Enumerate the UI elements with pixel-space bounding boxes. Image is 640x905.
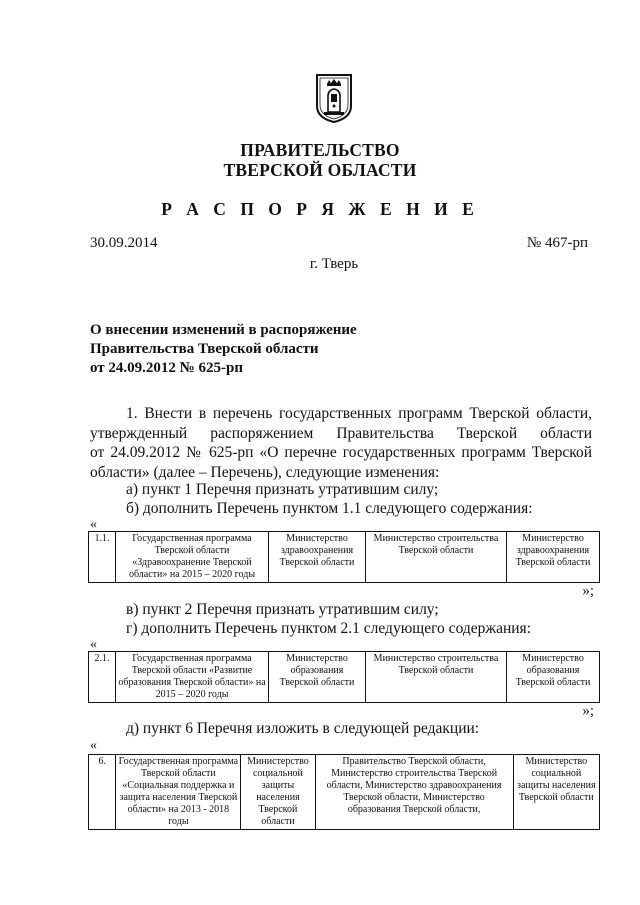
table-cell-administrator: Министерство социальной защиты населения Тверской области <box>513 755 599 830</box>
document-subject <box>90 321 357 378</box>
table-cell-number: 2.1. <box>89 652 116 703</box>
quote-open: « <box>90 637 97 652</box>
quote-close: »; <box>582 703 594 719</box>
table-cell-program: Государственная программа Тверской области «Развитие образования Тверской области» на 2015 – 2020 годы <box>116 652 269 703</box>
paragraph-1 <box>90 404 592 482</box>
table-cell-responsible: Министерство социальной защиты населения Тверской области <box>241 755 315 830</box>
table-cell-administrator: Министерство образования Тверской области <box>507 652 600 703</box>
paragraph-line: от 24.09.2012 № 625-рп «О перечне государственных программ Тверской <box>90 444 592 461</box>
table-cell-number: 6. <box>89 755 116 830</box>
subject-line: О внесении изменений в распоряжение <box>90 322 357 338</box>
item-b: б) дополнить Перечень пунктом 1.1 следующего содержания: <box>126 500 533 517</box>
org-title-line1: ПРАВИТЕЛЬСТВО <box>240 140 400 160</box>
table-row <box>89 532 600 583</box>
table-item-6 <box>88 754 600 830</box>
document-type: Р А С П О Р Я Ж Е Н И Е <box>161 199 479 219</box>
table-cell-number: 1.1. <box>89 532 116 583</box>
document-city: г. Тверь <box>309 256 359 272</box>
coat-of-arms-icon <box>314 72 354 124</box>
quote-open: « <box>90 738 97 753</box>
table-cell-coexecutor: Министерство строительства Тверской области <box>366 532 507 583</box>
table-row <box>89 755 600 830</box>
table-item-1-1 <box>88 531 600 583</box>
document-number: № 467-рп <box>526 235 588 251</box>
item-d: д) пункт 6 Перечня изложить в следующей редакции: <box>126 720 480 737</box>
subject-line: Правительства Тверской области <box>90 341 319 357</box>
item-g: г) дополнить Перечень пунктом 2.1 следующего содержания: <box>126 620 531 637</box>
table-item-2-1 <box>88 651 600 703</box>
table-cell-administrator: Министерство здравоохранения Тверской области <box>507 532 600 583</box>
item-v: в) пункт 2 Перечня признать утратившим силу; <box>126 601 439 618</box>
table-cell-program: Государственная программа Тверской области «Здравоохранение Тверской области» на 2015 – 2020 годы <box>116 532 269 583</box>
paragraph-line: утвержденный распоряжением Правительства Тверской области <box>90 424 592 442</box>
table-row <box>89 652 600 703</box>
org-title-line2: ТВЕРСКОЙ ОБЛАСТИ <box>223 160 417 180</box>
subject-line: от 24.09.2012 № 625-рп <box>90 360 243 376</box>
table-cell-coexecutor: Правительство Тверской области, Министерство строительства Тверской области, Министерство здравоохранения Тверской области, Министерство образования Тверской области, <box>315 755 513 830</box>
table-cell-coexecutor: Министерство строительства Тверской области <box>366 652 507 703</box>
quote-close: »; <box>582 583 594 599</box>
paragraph-line: области» (далее – Перечень), следующие изменения: <box>90 463 440 481</box>
document-date: 30.09.2014 <box>90 235 158 251</box>
table-cell-responsible: Министерство здравоохранения Тверской области <box>269 532 366 583</box>
quote-open: « <box>90 517 97 532</box>
table-cell-responsible: Министерство образования Тверской области <box>269 652 366 703</box>
paragraph-line: 1. Внести в перечень государственных программ Тверской области, <box>126 405 592 422</box>
table-cell-program: Государственная программа Тверской области «Социальная поддержка и защита населения Тверской области» на 2013 - 2018 годы <box>116 755 241 830</box>
item-a: а) пункт 1 Перечня признать утратившим силу; <box>126 481 439 498</box>
